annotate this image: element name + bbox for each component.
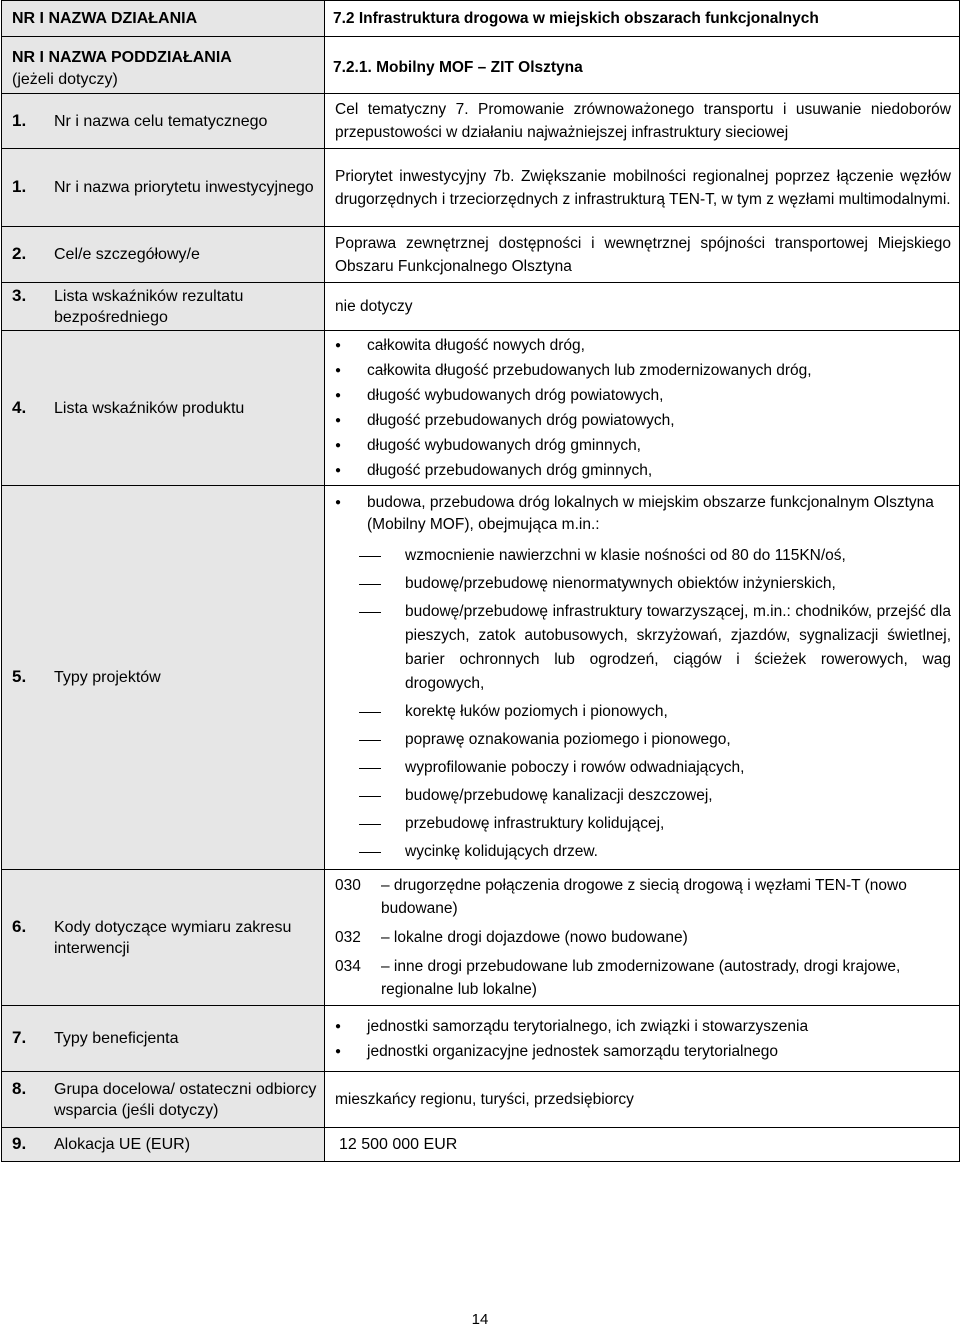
label-kody: Kody dotyczące wymiaru zakresu interwencji (54, 918, 292, 957)
num-priorytet: 1. (12, 177, 27, 196)
list-item: budowę/przebudowę infrastruktury towarzyszącej, m.in.: chodników, przejść dla pieszych, zatok autobusowych, skrzyżowań, zjazdów, sygnalizacji świetlnej, barier ochronnych lub ogrodzeń, ciągów i ścieżek rowerowych, wag drogowych, (335, 600, 951, 696)
label-grupa: Grupa docelowa/ ostateczni odbiorcy wsparcia (jeśli dotyczy) (54, 1080, 317, 1119)
list-item: ● jednostki organizacyjne jednostek samorządu terytorialnego (335, 1039, 959, 1064)
label-poddzialanie-note: (jeżeli dotyczy) (12, 71, 118, 88)
value-cele-szczegolowe: Poprawa zewnętrznej dostępności i wewnętrznej spójności transportowej Miejskiego Obszaru Funkcjonalnego Olsztyna (335, 234, 951, 275)
row-alokacja (2, 1128, 960, 1162)
list-item: wzmocnienie nawierzchni w klasie nośności od 80 do 115KN/oś, (335, 544, 951, 568)
list-item: ● długość przebudowanych dróg powiatowych, (335, 408, 959, 433)
list-item: budowę/przebudowę nienormatywnych obiektów inżynierskich, (335, 572, 951, 596)
label-priorytet: Nr i nazwa priorytetu inwestycyjnego (54, 179, 314, 196)
page-number: 14 (471, 1311, 489, 1328)
value-grupa: mieszkańcy regionu, turyści, przedsiębiorcy (335, 1090, 634, 1108)
list-item: ● długość wybudowanych dróg gminnych, (335, 433, 959, 458)
num-typy: 5. (12, 667, 27, 686)
label-dzialanie: NR I NAZWA DZIAŁANIA (12, 9, 198, 27)
list-item: budowę/przebudowę kanalizacji deszczowej, (335, 784, 951, 808)
label-produkt: Lista wskaźników produktu (54, 399, 245, 417)
list-item: wycinkę kolidujących drzew. (335, 840, 951, 864)
row-produkt (2, 331, 960, 486)
list-item: przebudowę infrastruktury kolidującej, (335, 812, 951, 836)
list-item: ● całkowita długość nowych dróg, (335, 333, 959, 358)
row-cele-szczegolowe (2, 227, 960, 283)
label-rezultat: Lista wskaźników rezultatu bezpośredniego (54, 287, 244, 326)
row-kody (2, 870, 960, 1006)
row-priorytet (2, 149, 960, 227)
row-dzialanie (2, 1, 960, 37)
beneficjenci-list (325, 1014, 959, 1064)
list-item: wyprofilowanie poboczy i rowów odwadniających, (335, 756, 951, 780)
produkt-list (325, 333, 959, 483)
label-alokacja: Alokacja UE (EUR) (54, 1136, 191, 1153)
list-item: ● jednostki samorządu terytorialnego, ich związki i stowarzyszenia (335, 1014, 959, 1039)
typy-list (335, 544, 951, 864)
list-item: poprawę oznakowania poziomego i pionowego, (335, 728, 951, 752)
code-item: 032 – lokalne drogi dojazdowe (nowo budowane) (335, 929, 688, 946)
list-item: ● długość przebudowanych dróg gminnych, (335, 458, 959, 483)
row-grupa (2, 1072, 960, 1128)
num-kody: 6. (12, 916, 27, 936)
row-cel (2, 94, 960, 149)
list-item: korektę łuków poziomych i pionowych, (335, 700, 951, 724)
num-grupa: 8. (12, 1078, 27, 1098)
measure-table (1, 0, 960, 1162)
num-produkt: 4. (12, 397, 27, 417)
value-rezultat: nie dotyczy (335, 297, 413, 315)
label-poddzialanie: NR I NAZWA PODDZIAŁANIA (12, 49, 232, 66)
num-alokacja: 9. (12, 1134, 27, 1153)
num-rezultat: 3. (12, 285, 27, 305)
value-priorytet: Priorytet inwestycyjny 7b. Zwiększanie mobilności regionalnej poprzez łączenie węzłów drugorzędnych i trzeciorzędnych z infrastrukturą TEN-T, w tym z węzłami multimodalnymi. (335, 167, 951, 208)
value-cel: Cel tematyczny 7. Promowanie zrównoważonego transportu i usuwanie niedoborów przepustowości w działaniu najważniejszej infrastruktury sieciowej (335, 101, 951, 141)
code-item: 030 – drugorzędne połączenia drogowe z siecią drogową i węzłami TEN-T (nowo budowane) (335, 877, 907, 917)
value-poddzialanie: 7.2.1. Mobilny MOF – ZIT Olsztyna (333, 59, 583, 76)
list-item: ● całkowita długość przebudowanych lub zmodernizowanych dróg, (335, 358, 959, 383)
label-beneficjenci: Typy beneficjenta (54, 1030, 179, 1047)
row-typy (2, 486, 960, 870)
code-item: 034 – inne drogi przebudowane lub zmodernizowane (autostrady, drogi krajowe, regionalne lub lokalne) (335, 958, 901, 998)
num-cel: 1. (12, 110, 27, 130)
typy-intro (335, 492, 951, 536)
num-cele-szczegolowe: 2. (12, 244, 27, 263)
label-typy: Typy projektów (54, 669, 161, 686)
list-item: ● budowa, przebudowa dróg lokalnych w miejskim obszarze funkcjonalnym Olsztyna (Mobilny MOF), obejmująca m.in.: (335, 492, 951, 536)
value-dzialanie: 7.2 Infrastruktura drogowa w miejskich obszarach funkcjonalnych (333, 9, 819, 27)
label-cel: Nr i nazwa celu tematycznego (54, 112, 268, 130)
num-beneficjenci: 7. (12, 1028, 27, 1047)
label-cele-szczegolowe: Cel/e szczegółowy/e (54, 246, 200, 263)
row-poddzialanie (2, 37, 960, 94)
list-item: ● długość wybudowanych dróg powiatowych, (335, 383, 959, 408)
row-rezultat (2, 283, 960, 331)
value-alokacja: 12 500 000 EUR (339, 1136, 458, 1153)
row-beneficjenci (2, 1006, 960, 1072)
